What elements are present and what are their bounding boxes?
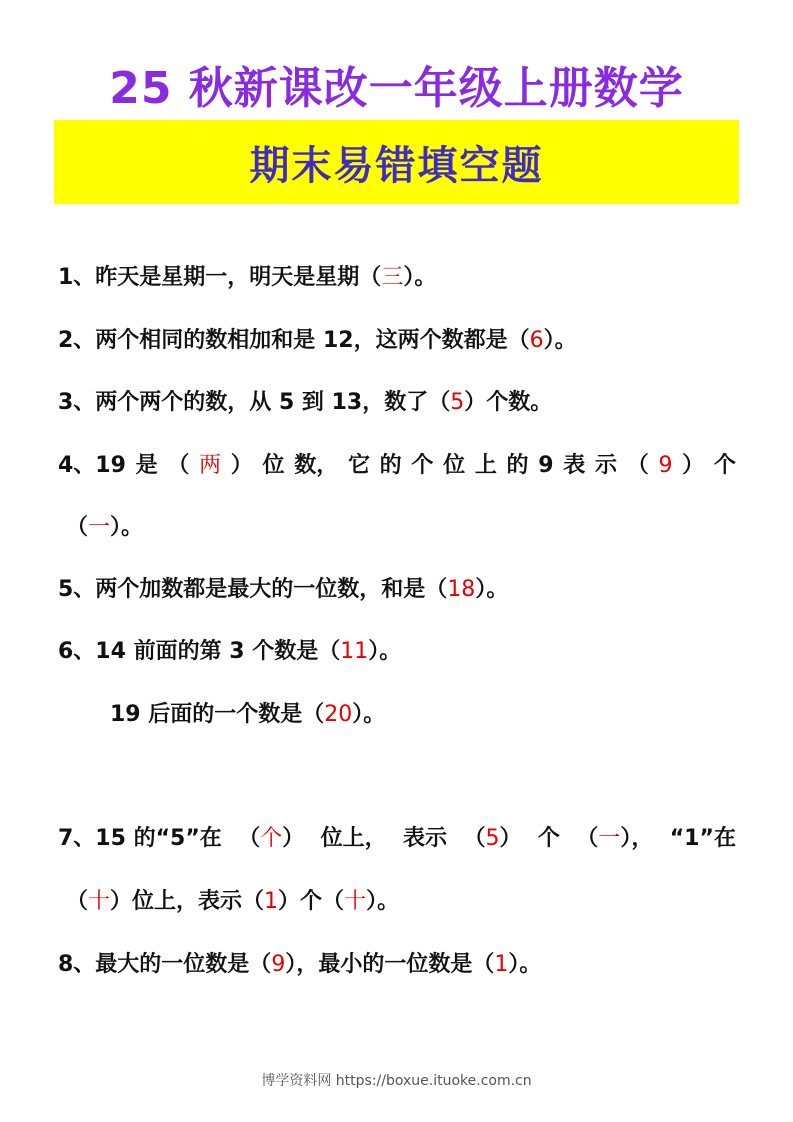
question-4-line-1: 4、19 是 （ 两 ） 位 数， 它 的 个 位 上 的 9 表 示 （ 9 ） 个 [58,451,736,481]
answer: 1 [494,952,509,977]
question-2: 2、两个相同的数相加和是 12，这两个数都是（6）。 [58,328,577,353]
question-3: 3、两个两个的数，从 5 到 13，数了（5）个数。 [58,390,553,415]
question-1: 1、昨天是星期一，明天是星期（三）。 [58,265,437,290]
banner-title: 期末易错填空题 [249,142,544,189]
footer-source: 博学资料网 https://boxue.ituoke.com.cn [261,1073,532,1089]
answer: 1 [264,889,279,914]
subtitle-banner [54,120,739,204]
answer: 一 [88,515,111,540]
answer: 两 [199,453,222,478]
answer: 十 [88,889,111,914]
answer: 11 [340,639,369,664]
page-title: 25 秋新课改一年级上册数学 [109,63,684,114]
answer: 5 [450,390,465,415]
question-8: 8、最大的一位数是（9），最小的一位数是（1）。 [58,952,542,977]
question-6-line-2: 19 后面的一个数是（20）。 [110,702,386,727]
question-5: 5、两个加数都是最大的一位数，和是（18）。 [58,577,509,602]
answer: 9 [658,453,673,478]
answer: 20 [324,702,353,727]
answer: 三 [381,265,404,290]
answer: 9 [271,952,286,977]
answer: 5 [485,826,500,851]
question-4-line-2: （一）。 [66,515,144,540]
answer: 18 [447,577,476,602]
question-7-line-2: （十）位上，表示（1）个（十）。 [66,889,400,914]
question-6-line-1: 6、14 前面的第 3 个数是（11）。 [58,639,402,664]
answer: 十 [344,889,367,914]
answer: 6 [529,328,544,353]
answer: 一 [598,826,621,851]
question-7-line-1: 7、15 的“5”在 （个） 位上， 表示 （5） 个 （一）， “1”在 [58,826,736,851]
answer: 个 [260,826,283,851]
